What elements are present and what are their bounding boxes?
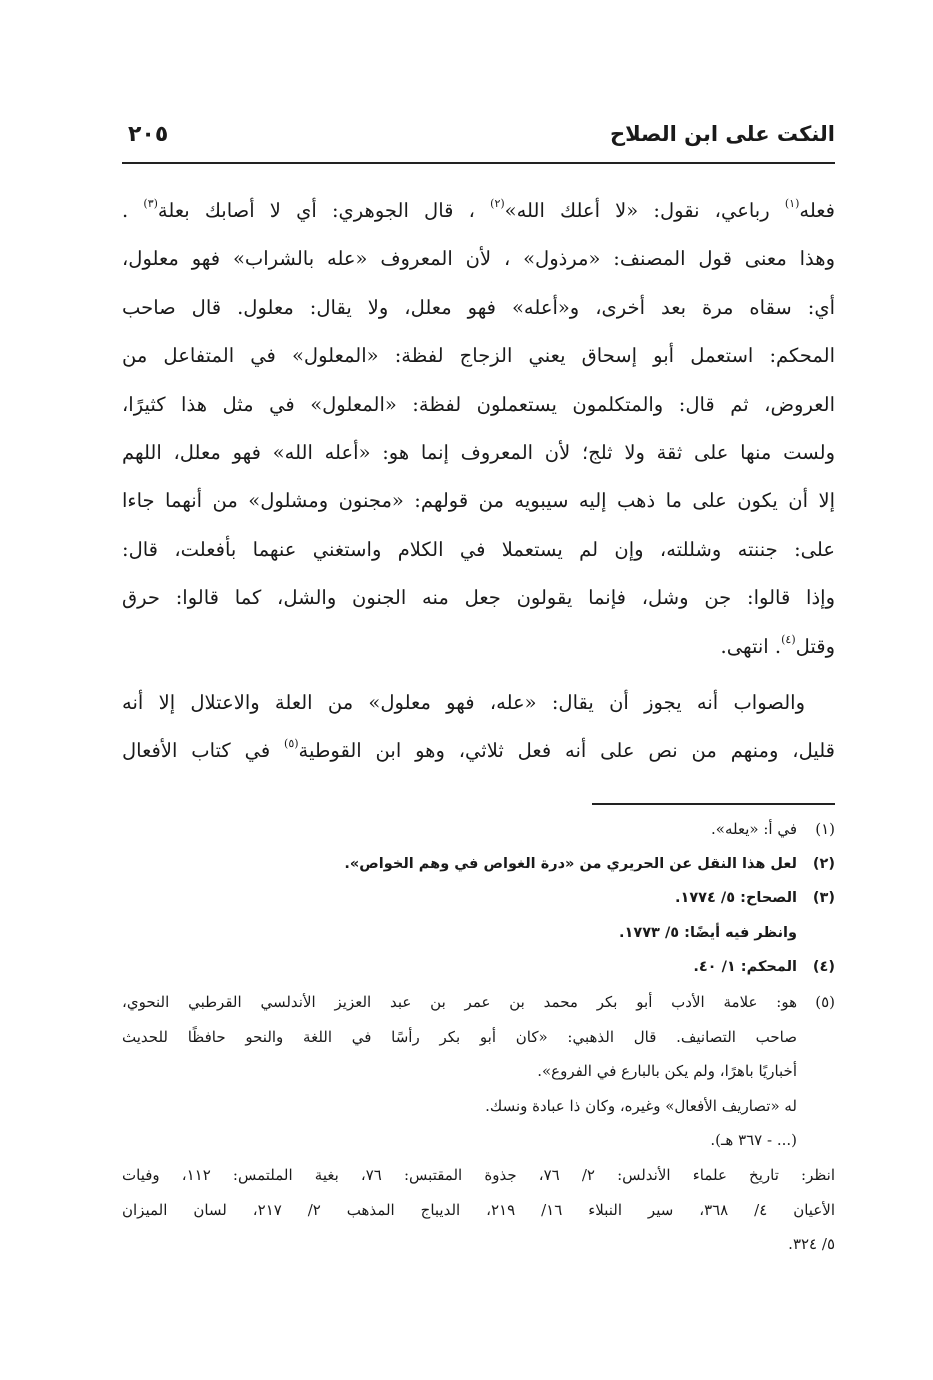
- footnote-ref: (٤): [781, 632, 796, 646]
- text-line: فعله$^{(١)}$ رباعي، نقول: «لا أعلك الله»$^{(٢)}$ ، قال الجوهري: أي لا أصابك بعلة$^{(٣)}$ .: [122, 197, 835, 222]
- main-text: [122, 187, 835, 776]
- footnote-3: (٣)الصحاح: ٥/ ١٧٧٤.: [674, 890, 835, 907]
- footnote-ref: (٣): [143, 197, 158, 210]
- footnote-3-more: وانظر فيه أيضًا: ٥/ ١٧٧٣.: [618, 924, 797, 941]
- running-title: النكت على ابن الصلاح: [609, 122, 835, 146]
- text-line: والصواب أنه يجوز أن يقال: «عله، فهو معلول» من العلة والاعتلال إلا أنه: [122, 690, 805, 714]
- text-line: وقتل$^{(٤)}$. انتهى.: [720, 632, 835, 658]
- footnote-5-sources: انظر: تاريخ علماء الأندلس: ٢/ ٧٦، جذوة المقتبس: ٧٦، بغية الملتمس: ١١٢، وفيات: [122, 1165, 835, 1184]
- text-line: ولست منها على ثقة ولا ثلج؛ لأن المعروف إنما هو: «أعله الله» فهو معلل، اللهم: [122, 440, 835, 464]
- text-line: على: جننته وشللته، وإن لم يستعملا في الكلام واستغني عنهما بأفعلت، قال:: [122, 537, 835, 561]
- footnote-5-line: له «تصاريف الأفعال» وغيره، وكان ذا عبادة ونسك.: [485, 1096, 797, 1115]
- footnote-5-sources: الأعيان ٤/ ٣٦٨، سير النبلاء ١٦/ ٢١٩، الديباج المذهب ٢/ ٢١٧، لسان الميزان: [122, 1200, 835, 1219]
- text-line: قليل، ومنهم من نص على أنه فعل ثلاثي، وهو ابن القوطية$^{(٥)}$ في كتاب الأفعال: [122, 737, 835, 763]
- footnote-1: (١)في أ: «يعله».: [711, 820, 835, 838]
- footnote-5-line: (... - ٣٦٧ هـ).: [710, 1131, 797, 1150]
- footnote-ref: (٢): [490, 197, 505, 210]
- footnote-2: (٢)لعل هذا النقل عن الحريري من «درة الغواص في وهم الخواص».: [344, 855, 835, 872]
- text-line: المحكم: استعمل أبو إسحاق يعني الزجاج لفظة: «المعلول» في المتفاعل من: [122, 344, 835, 368]
- footnote-5: (٥)هو: علامة الأدب أبو بكر محمد بن عمر بن عبد العزيز الأندلسي القرطبي النحوي،: [122, 992, 835, 1011]
- footnote-5-sources: ٥/ ٣٢٤.: [788, 1235, 835, 1254]
- text-line: وإذا قالوا: جن وشل، فإنما يقولون جعل منه الجنون والشل، كما قالوا: حرق: [122, 586, 835, 610]
- page-number: ٢٠٥: [128, 122, 169, 147]
- footnote-4: (٤)المحكم: ١/ ٤٠.: [693, 959, 835, 976]
- page-header: [122, 118, 835, 160]
- text-line: العروض، ثم قال: والمتكلمون يستعملون لفظة: «المعلول» في مثل هذا كثيرًا،: [122, 392, 835, 416]
- text-line: وهذا معنى قول المصنف: «مرذول» ، لأن المعروف «عله بالشراب» فهو معلول،: [122, 247, 835, 271]
- text-line: أي: سقاه مرة بعد أخرى، و«أعله» فهو معلل، ولا يقال: معلول. قال صاحب: [122, 295, 835, 319]
- footnote-rule: [592, 803, 835, 805]
- footnote-ref: (٥): [284, 737, 299, 751]
- header-rule: [122, 162, 835, 164]
- footnote-ref: (١): [784, 197, 800, 210]
- text-line: إلا أن يكون على ما ذهب إليه سيبويه من قولهم: «مجنون ومشلول» من أنهما جاءا: [122, 489, 835, 513]
- footnote-5-line: صاحب التصانيف. قال الذهبي: «كان أبو بكر رأسًا في اللغة والنحو حافظًا للحديث: [122, 1027, 797, 1046]
- footnote-5-line: أخباريًا باهرًا، ولم يكن بالبارع في الفروع».: [537, 1062, 797, 1081]
- footnotes: [122, 812, 835, 1262]
